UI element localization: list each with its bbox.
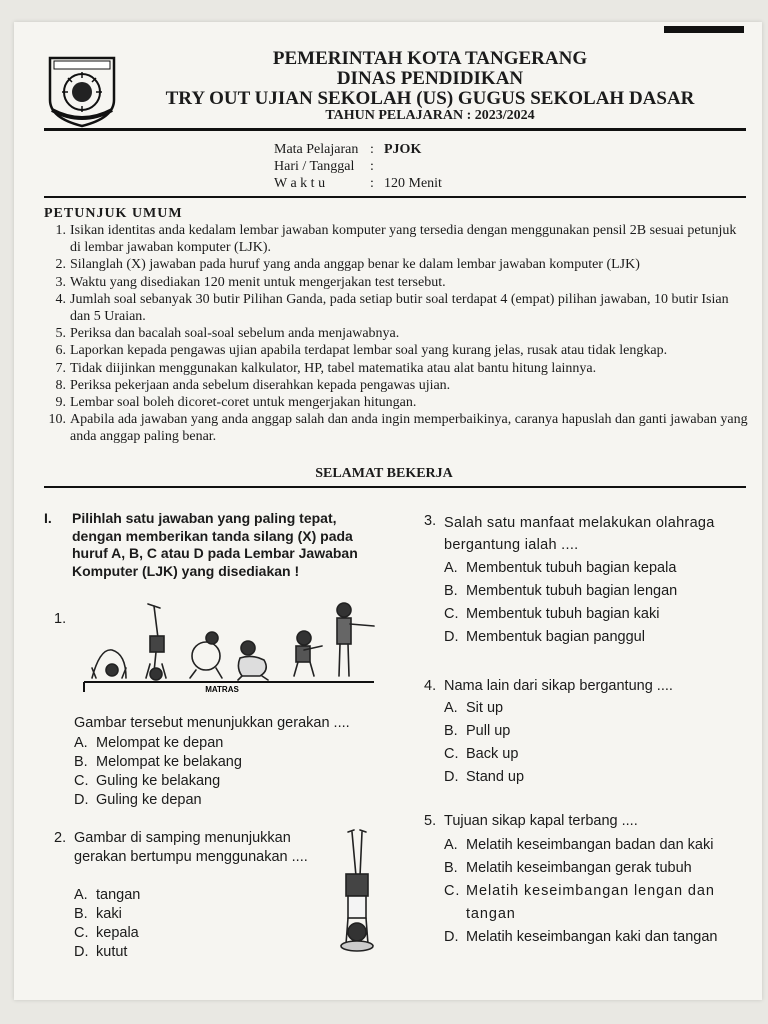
instruction-item: 9. Lembar soal boleh dicoret-coret untuk mengerjakan hitungan. <box>55 395 417 411</box>
subject-label: Mata Pelajaran <box>274 142 359 157</box>
instruction-item: 4. Jumlah soal sebanyak 30 butir Pilihan Ganda, pada setiap butir soal terdapat 4 (empat) pilihan jawaban, 10 butir Isian dan 5 Uraian. <box>55 291 729 325</box>
q2-options <box>74 886 140 962</box>
section-number: I. <box>44 510 52 526</box>
time-value: 120 Menit <box>384 176 442 191</box>
q4-option-a[interactable]: A. Sit up <box>444 700 504 716</box>
q1-text: Gambar tersebut menunjukkan gerakan .... <box>74 715 350 731</box>
instruction-item: 3. Waktu yang disediakan 120 menit untuk mengerjakan test tersebut. <box>55 274 446 290</box>
q4-option-d[interactable]: D. Stand up <box>444 769 525 785</box>
q3-option-b[interactable]: B. Membentuk tubuh bagian lengan <box>444 583 678 599</box>
instructions-list <box>44 222 750 446</box>
instruction-item: 2. Silanglah (X) jawaban pada huruf yang anda anggap benar ke dalam lembar jawaban komputer (LJK) <box>55 257 640 273</box>
section-instruction: Pilihlah satu jawaban yang paling tepat, dengan memberikan tanda silang (X) pada huruf A, B, C atau D pada Lembar Jawaban Komputer (LJK) yang disediakan ! <box>72 510 358 579</box>
q2-number: 2. <box>54 830 67 846</box>
header-department: DINAS PENDIDIKAN <box>336 68 524 89</box>
day-label: Hari / Tanggal <box>274 159 355 174</box>
mat-label: MATRAS <box>205 685 239 694</box>
q1-option-b[interactable]: B. Melompat ke belakang <box>74 754 242 770</box>
q1-option-a[interactable]: A. Melompat ke depan <box>74 735 224 751</box>
instruction-item: 8. Periksa pekerjaan anda sebelum diserahkan kepada pengawas ujian. <box>55 377 451 393</box>
q1-option-d[interactable]: D. Guling ke depan <box>74 792 202 808</box>
closing-greeting: SELAMAT BEKERJA <box>315 466 453 481</box>
forward-roll-sequence-illustration <box>82 598 378 694</box>
instruction-item: 10. Apabila ada jawaban yang anda anggap salah dan anda ingin memperbaikinya, caranya hapuslah dan ganti jawaban yang anda anggap paling benar. <box>48 412 748 445</box>
q4-option-c[interactable]: C. Back up <box>444 746 519 762</box>
meta-subject-row: Mata Pelajaran : PJOK <box>274 142 422 157</box>
meta-day-row: Hari / Tanggal : <box>274 159 374 174</box>
handstand-illustration <box>336 828 386 956</box>
q5-number: 5. <box>424 813 437 829</box>
q3-text: Salah satu manfaat melakukan olahraga bergantung ialah .... <box>444 515 715 553</box>
top-black-bar <box>664 26 744 33</box>
instruction-item: 7. Tidak diijinkan menggunakan kalkulator, HP, tabel matematika atau alat bantu hitung lainnya. <box>55 360 597 376</box>
q5-text: Tujuan sikap kapal terbang .... <box>444 813 638 829</box>
q4-option-b[interactable]: B. Pull up <box>444 723 511 739</box>
q5-option-a[interactable]: A. Melatih keseimbangan badan dan kaki <box>444 837 714 853</box>
q5-options <box>444 834 760 949</box>
meta-divider <box>44 196 746 198</box>
meta-time-row: W a k t u : 120 Menit <box>274 176 442 191</box>
q2-option-a[interactable]: A. tangan <box>74 887 141 903</box>
instruction-item: 6. Laporkan kepada pengawas ujian apabila terdapat lembar soal yang kurang jelas, rusak atau tidak lengkap. <box>55 343 668 359</box>
q1-option-c[interactable]: C. Guling ke belakang <box>74 773 221 789</box>
q5-option-b[interactable]: B. Melatih keseimbangan gerak tubuh <box>444 860 692 876</box>
header-exam-title: TRY OUT UJIAN SEKOLAH (US) GUGUS SEKOLAH DASAR <box>165 88 695 109</box>
instruction-item: 1. Isikan identitas anda kedalam lembar jawaban komputer yang tersedia dengan menggunakan pensil 2B sesuai petunjuk di lembar jawaban komputer (LJK). <box>55 223 737 256</box>
q3-number: 3. <box>424 513 437 529</box>
header-government: PEMERINTAH KOTA TANGERANG <box>272 48 588 69</box>
q2-option-c[interactable]: C. kepala <box>74 925 139 941</box>
q3-option-d[interactable]: D. Membentuk bagian panggul <box>444 629 645 645</box>
instructions-title: PETUNJUK UMUM <box>44 206 183 221</box>
q2-option-b[interactable]: B. kaki <box>74 906 122 922</box>
header-academic-year: TAHUN PELAJARAN : 2023/2024 <box>325 108 535 123</box>
subject-value: PJOK <box>384 142 422 157</box>
q3-option-a[interactable]: A. Membentuk tubuh bagian kepala <box>444 560 677 576</box>
header-divider-top <box>44 128 746 131</box>
kota-tangerang-logo-icon <box>44 52 120 128</box>
q4-options <box>444 697 524 789</box>
q3-option-c[interactable]: C. Membentuk tubuh bagian kaki <box>444 606 660 622</box>
q1-number: 1. <box>54 611 67 627</box>
q4-text: Nama lain dari sikap bergantung .... <box>444 678 673 694</box>
instructions-divider <box>44 486 746 488</box>
time-label: W a k t u <box>274 176 326 191</box>
q2-option-d[interactable]: D. kutut <box>74 944 128 960</box>
q5-option-c[interactable]: C. Melatih keseimbangan lengan dan tangan <box>444 883 715 922</box>
instruction-item: 5. Periksa dan bacalah soal-soal sebelum anda menjawabnya. <box>55 326 400 342</box>
q2-text: Gambar di samping menunjukkan gerakan bertumpu menggunakan .... <box>74 830 308 865</box>
q4-number: 4. <box>424 678 437 694</box>
q1-options <box>74 734 242 810</box>
q5-option-d[interactable]: D. Melatih keseimbangan kaki dan tangan <box>444 929 718 945</box>
q3-options <box>444 557 677 649</box>
